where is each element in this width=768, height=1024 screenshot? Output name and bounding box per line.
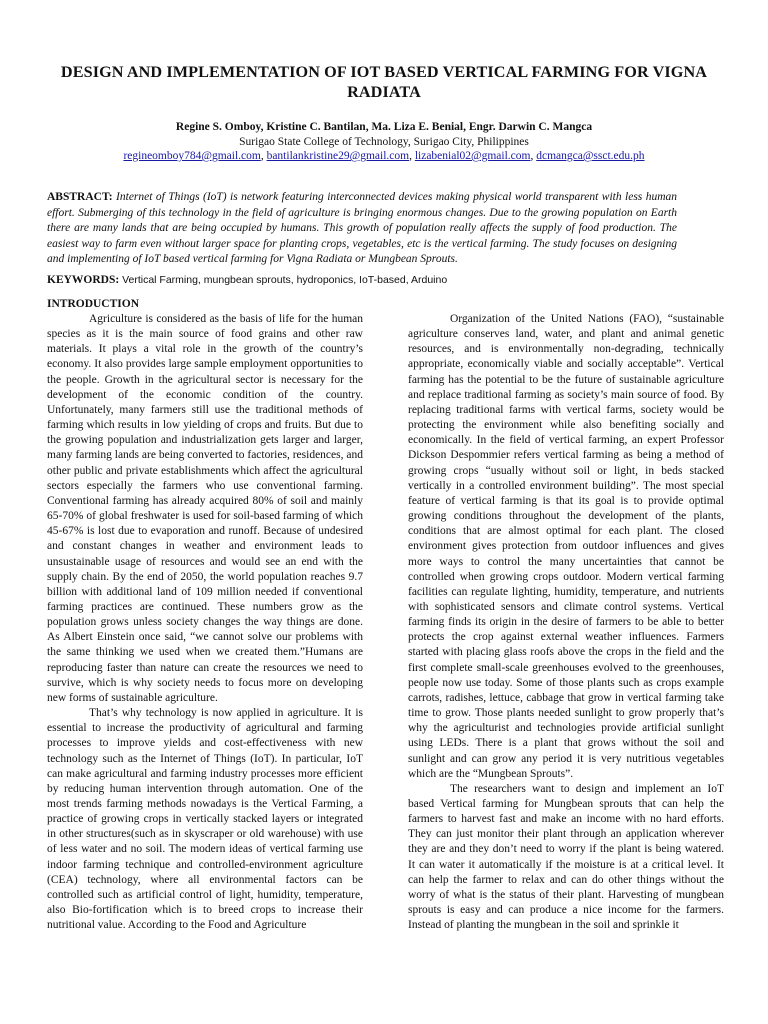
abstract-label: ABSTRACT: [47, 191, 113, 203]
email-list [40, 149, 728, 163]
keywords [47, 273, 677, 288]
intro-paragraph-2: That’s why technology is now applied in agriculture. It is essential to increase the productivity of agricultural and farming processes to improve yields and cost-effectiveness with new technology such as the Internet of Things (IoT). In particular, IoT can make agricultural and farming industry processes more efficient by reducing human intervention through automation. One of the most trends farming methods nowadays is the Vertical Farming, a practice of growing crops in vertically stacked layers or integrated in other structures(such as in skyscraper or old warehouse) with use of less water and no soil. The modern ideas of vertical farming use indoor farming technique and controlled-environment agriculture (CEA) technology, where all environmental factors can be controlled such as artificial control of light, humidity, temperature, also Bio-fortification which is to breed crops to increase their nutritional value. According to the Food and Agriculture [47, 707, 363, 932]
left-column [47, 296, 363, 933]
intro-paragraph-4: The researchers want to design and implement an IoT based Vertical farming for Mungbean sprouts that can help the farmers to harvest fast and make an income with no hard efforts. They can just monitor their plant through an application wherever they are and they don’t need to worry if the plant is being watered. It can water it automatically if the moisture is at a critical level. It can help the farmer to relax and can do other things without the worry of what is the status of their plant. Harvesting of mungbean sprouts is easy and can produce a nice income for the farmers. Instead of planting the mungbean in the soil and sprinkle it [408, 782, 724, 932]
email-link[interactable]: lizabenial02@gmail.com [414, 150, 531, 162]
email-separator: , [530, 150, 537, 162]
email-separator: , [409, 150, 415, 162]
intro-paragraph-3: Organization of the United Nations (FAO), “sustainable agriculture conserves land, water, and plant and animal genetic resources, and is environmentally non-degrading, technically appropriate, economically viable and socially acceptable”. Vertical farming has the potential to be the future of sustainable agriculture and replace traditional farming as society’s main source of food. By replacing traditional farms with vertical farms, society would be protecting the environment while also benefiting socially and economically. In the field of vertical farming, an expert Professor Dickson Despommier refers vertical farming as being a method of growing crops “usually without soil or light, in beds stacked vertically in a controlled environment building”. The most special feature of vertical farming is that its goal is to provide optimal growing conditions throughout the development of the plants, conditions that are almost optimal for each plant. The closed environment gives protection from outdoor influences and gives more ways to control the many uncertainties that cannot be controlled when growing crops outdoor. Modern vertical farming facilities can regulate lighting, humidity, temperature, and nutrients with sophisticated sensors and climate control systems. Vertical farming finds its origin in the desire of farmers to be able to better protects the crop against external weather influences. Farmers started with placing glass roofs above the crops in the field and the first complete small-scale greenhouses evolved to the greenhouses, people now use today. Some of those plants such as crops example carrots, radishes, lettuce, cabbage that grow in vertical farming take time to grow. Those plants needed sunlight to grow properly that’s why the agriculturist and technologies provide artificial sunlight using LEDs. There is a plant that grows without the soil and sunlight and can grow any period it is very nutritious vegetables which are the “Mungbean Sprouts”. [408, 313, 724, 780]
intro-paragraph-1: Agriculture is considered as the basis of life for the human species as it is the main source of food grains and other raw materials. It plays a vital role in the growth of the country’s economy. It also provides large sample employment opportunities to the people. Growth in the agricultural sector is necessary for the development of the economic condition of the country. Unfortunately, many farmers still use the traditional methods of farming which results in low yielding of crops and fruits. But due to the growing population and industrialization gets larger and larger, many farming lands are being converted to factories, residences, and other public and private establishments which affect the agricultural sectors especially the farmers who use conventional farming. Conventional farming has already acquired 80% of soil and mainly 65-70% of global freshwater is used for soil-based farming of which 45-67% is lost due to evaporation and runoff. Because of undesired and constant changes in weather and environment leads to unsustainable usage of resources and would see an end with the supply chain. By the end of 2050, the world population reaches 9.7 billion with additional land of 109 million needed if conventional farming practices are continued. These numbers grow as the population grows unless society changes the way things are done. As Albert Einstein once said, “we cannot solve our problems with the same thinking we used when we created them.”Humans are reproducing faster than nature can create the resources we need to survive, which is why society needs to focus more on developing new forms of sustainable agriculture. [47, 313, 363, 704]
section-heading-introduction: INTRODUCTION [47, 298, 140, 310]
paper-title: DESIGN AND IMPLEMENTATION OF IOT BASED VERTICAL FARMING FOR VIGNA RADIATA [60, 63, 708, 101]
affiliation: Surigao State College of Technology, Surigao City, Philippines [239, 136, 529, 148]
abstract [47, 190, 677, 268]
keywords-label: KEYWORDS: [47, 274, 120, 286]
author-list: Regine S. Omboy, Kristine C. Bantilan, Ma. Liza E. Benial, Engr. Darwin C. Mangca [175, 121, 593, 133]
email-link[interactable]: bantilankristine29@gmail.com [266, 150, 410, 162]
email-separator: , [260, 150, 267, 162]
right-column [408, 312, 724, 933]
email-link[interactable]: dcmangca@ssct.edu.ph [536, 150, 645, 162]
keywords-text: Vertical Farming, mungbean sprouts, hydroponics, IoT-based, Arduino [122, 274, 448, 286]
abstract-text: Internet of Things (IoT) is network featuring interconnected devices making physical world transparent with less human effort. Submerging of this technology in the field of agriculture is bringing enormous changes. Due to the growing population on Earth there are many lands that are being occupied by humans. This growth of population really affects the supply of food production. The easiest way to farm even without larger space for planting crops, vegetables, etc is the vertical farming. The study focuses on designing and implementing of IoT based vertical farming for Vigna Radiata or Mungbean Sprouts. [47, 191, 678, 265]
email-link[interactable]: regineomboy784@gmail.com [123, 150, 261, 162]
